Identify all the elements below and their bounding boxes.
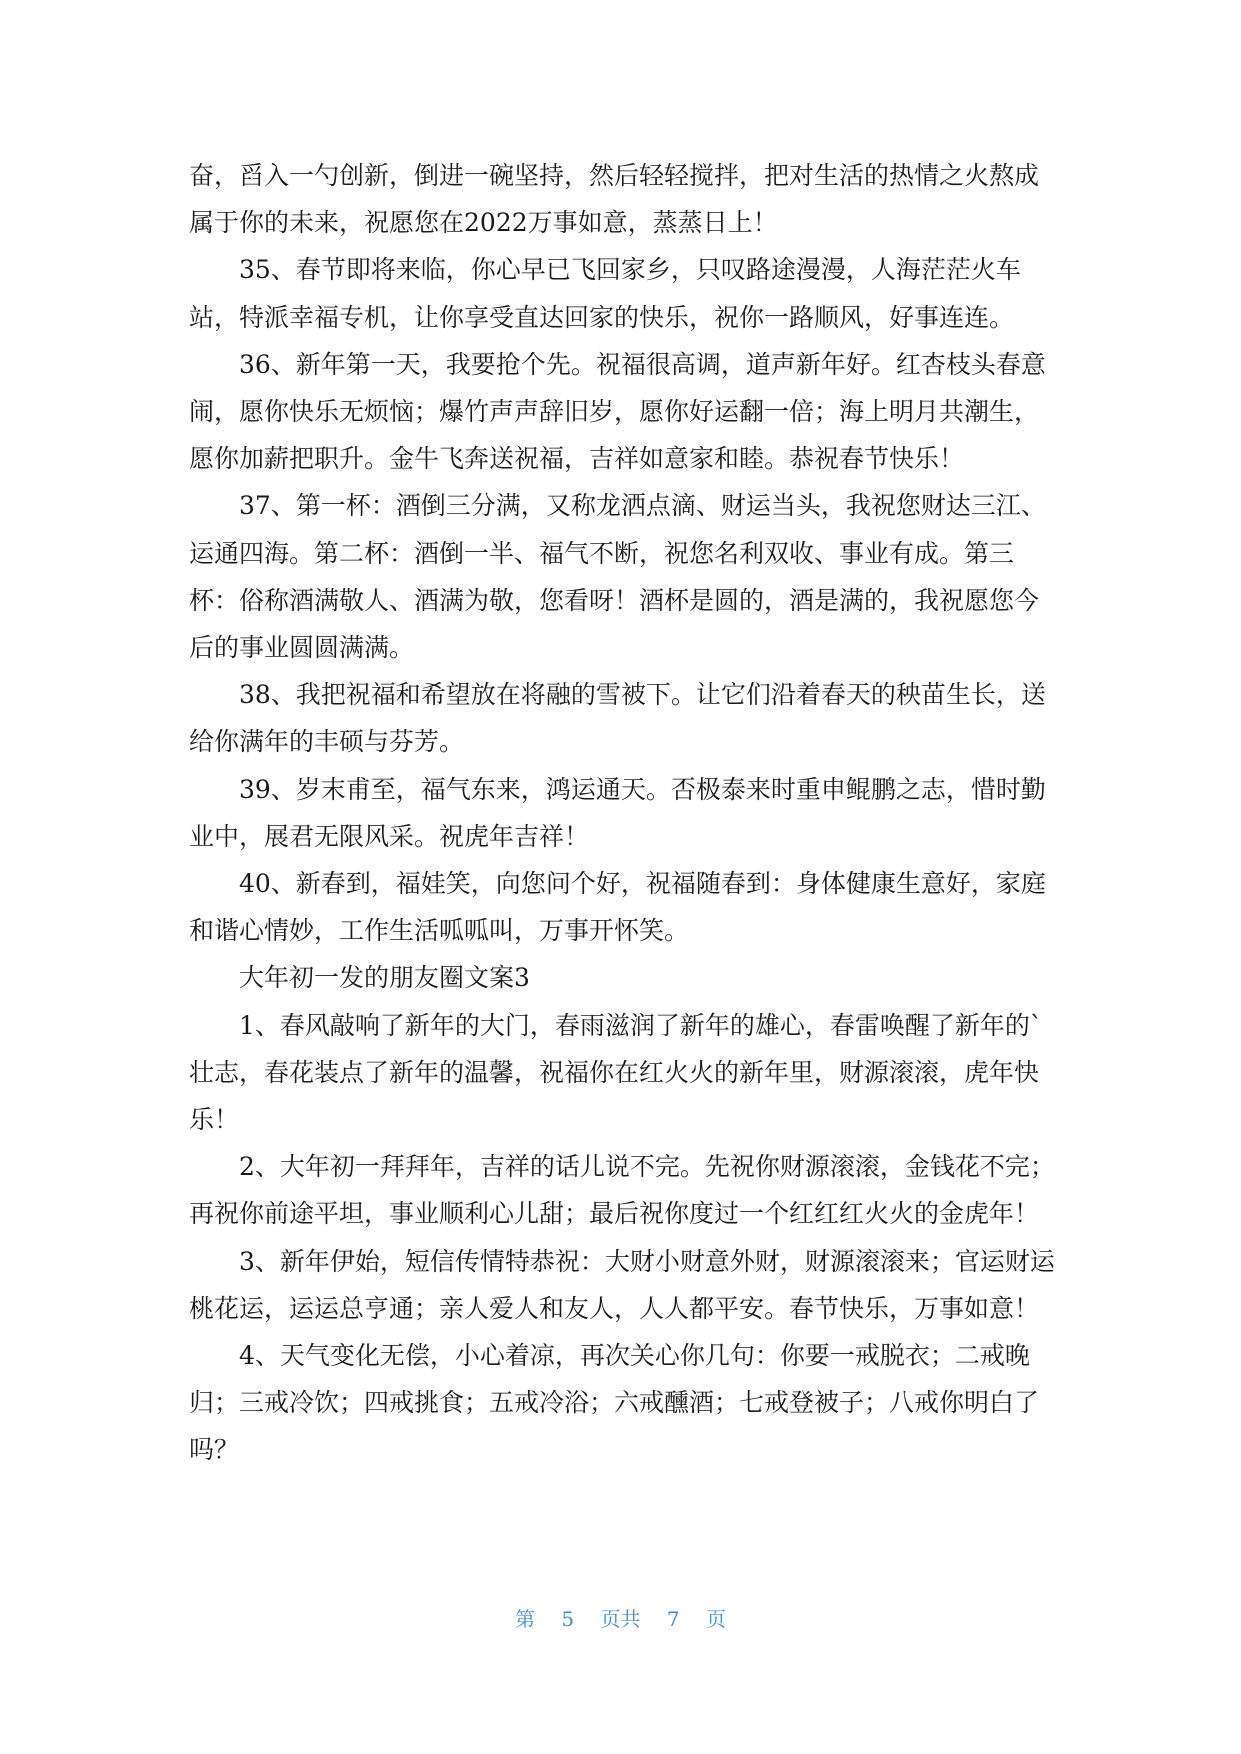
paragraph-item-40: 40、新春到，福娃笑，向您问个好，祝福随春到：身体健康生意好，家庭和谐心情妙，工作生活呱呱叫，万事开怀笑。 bbox=[189, 869, 1046, 946]
paragraph-item-1: 1、春风敲响了新年的大门，春雨滋润了新年的雄心，春雷唤醒了新年的`壮志，春花装点了新年的温馨，祝福你在红火火的新年里，财源滚滚，虎年快乐！ bbox=[189, 1010, 1043, 1135]
paragraph-item-3: 3、新年伊始，短信传情特恭祝：大财小财意外财，财源滚滚来；官运财运桃花运，运运总亨通；亲人爱人和友人，人人都平安。春节快乐，万事如意！ bbox=[189, 1246, 1055, 1323]
footer-current-page: 5 bbox=[561, 1607, 575, 1631]
document-body bbox=[189, 152, 1057, 1474]
paragraph-item-2: 2、大年初一拜拜年，吉祥的话儿说不完。先祝你财源滚滚，金钱花不完；再祝你前途平坦，事业顺利心儿甜；最后祝你度过一个红红红火火的金虎年！ bbox=[189, 1152, 1055, 1229]
footer-label-end: 页 bbox=[705, 1607, 726, 1631]
footer-label-of: 页共 bbox=[600, 1607, 641, 1631]
paragraph-continuation: 奋，舀入一勺创新，倒进一碗坚持，然后轻轻搅拌，把对生活的热情之火熬成属于你的未来，祝愿您在2022万事如意，蒸蒸日上！ bbox=[189, 161, 1040, 238]
paragraph-item-37: 37、第一杯：酒倒三分满，又称龙洒点滴、财运当头，我祝您财达三江、运通四海。第二杯：酒倒一半、福气不断，祝您名利双收、事业有成。第三杯：俗称酒满敬人、酒满为敬，您看呀！酒杯是圆的，酒是满的，我祝愿您今后的事业圆圆满满。 bbox=[189, 491, 1046, 663]
paragraph-item-39: 39、岁末甫至，福气东来，鸿运通天。否极泰来时重申鲲鹏之志，惜时勤业中，展君无限风采。祝虎年吉祥！ bbox=[189, 774, 1046, 851]
paragraph-item-38: 38、我把祝福和希望放在将融的雪被下。让它们沿着春天的秧苗生长，送给你满年的丰硕与芬芳。 bbox=[189, 680, 1046, 757]
paragraph-item-36: 36、新年第一天，我要抢个先。祝福很高调，道声新年好。红杏枝头春意闹，愿你快乐无烦恼；爆竹声声辞旧岁，愿你好运翻一倍；海上明月共潮生，愿你加薪把职升。金牛飞奔送祝福，吉祥如意家和睦。恭祝春节快乐！ bbox=[189, 349, 1046, 474]
section-heading: 大年初一发的朋友圈文案3 bbox=[239, 963, 530, 993]
paragraph-item-35: 35、春节即将来临，你心早已飞回家乡，只叹路途漫漫，人海茫茫火车站，特派幸福专机，让你享受直达回家的快乐，祝你一路顺风，好事连连。 bbox=[189, 255, 1021, 332]
footer-label-page: 第 bbox=[515, 1607, 536, 1631]
paragraph-item-4: 4、天气变化无偿，小心着凉，再次关心你几句：你要一戒脱衣；二戒晚归；三戒冷饮；四戒挑食；五戒冷浴；六戒醺酒；七戒登被子；八戒你明白了吗？ bbox=[189, 1341, 1040, 1465]
page-footer bbox=[0, 1603, 1241, 1632]
footer-total-pages: 7 bbox=[666, 1607, 680, 1631]
